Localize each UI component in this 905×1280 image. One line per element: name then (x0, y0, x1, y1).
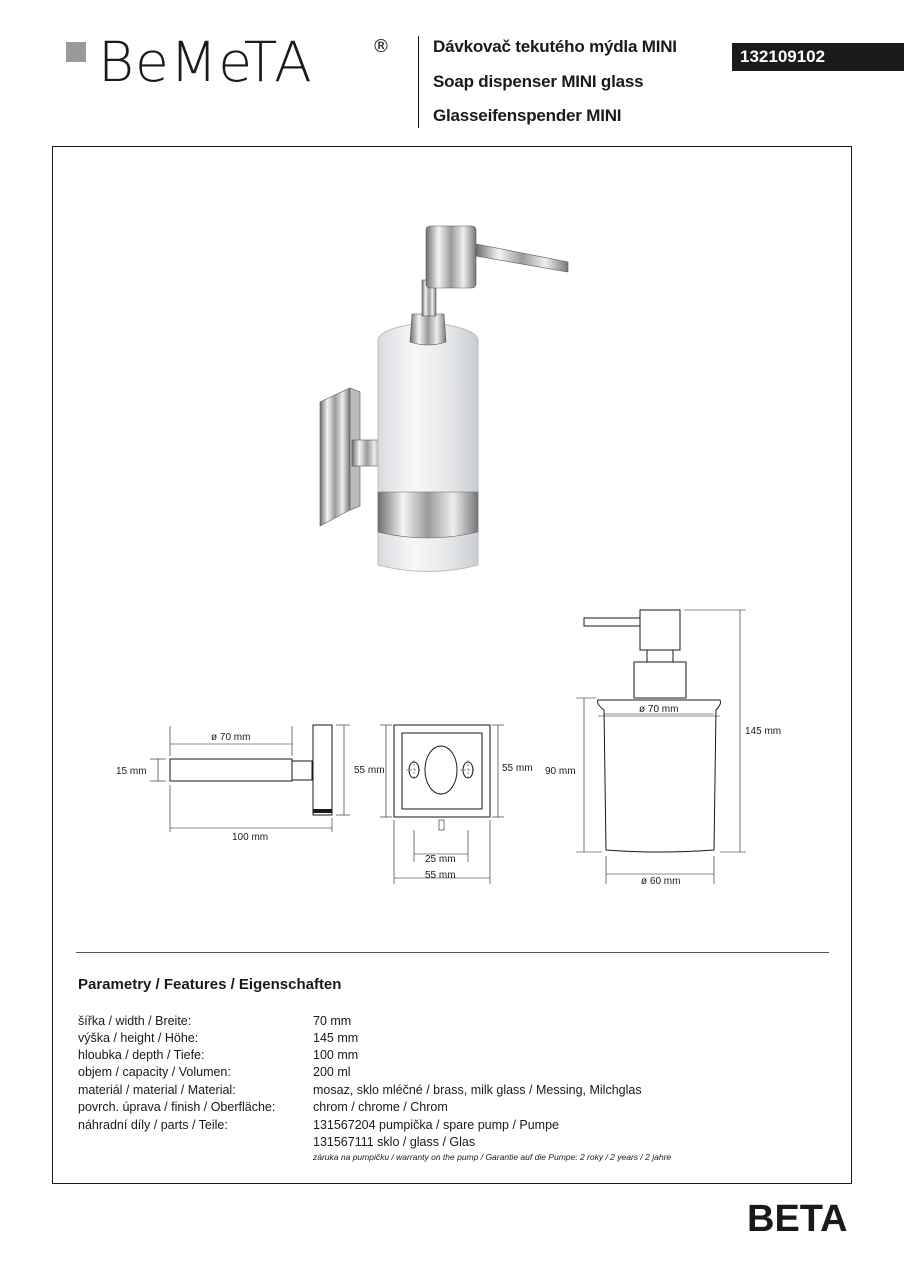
header-divider (418, 36, 419, 128)
front-glass-height-label: 90 mm (545, 766, 576, 777)
side-height-label: 55 mm (354, 765, 385, 776)
spec-value-height: 145 mm (313, 1031, 359, 1045)
front-total-height-label: 145 mm (745, 726, 782, 737)
pump-nozzle (476, 244, 568, 272)
section-divider (76, 952, 829, 953)
title-german: Glasseifenspender MINI (433, 106, 622, 125)
front-top-diameter-label: ø 70 mm (639, 704, 679, 715)
spec-label-material: materiál / material / Material: (78, 1083, 236, 1097)
logo-square-mark (66, 42, 86, 62)
spec-value-material: mosaz, sklo mléčné / brass, milk glass / Messing, Milchglas (313, 1083, 642, 1097)
front-view-drawing (576, 610, 746, 884)
front-bottom-diameter-label: ø 60 mm (641, 876, 681, 887)
side-diameter-label: ø 70 mm (211, 732, 251, 743)
side-depth-label: 100 mm (232, 832, 269, 843)
warranty-note: záruka na pumpičku / warranty on the pump / Garantie auf die Pumpe: 2 roky / 2 years / 2 jahre (313, 1152, 672, 1162)
plate-width-label: 55 mm (425, 870, 456, 881)
spec-value-parts-pump: 131567204 pumpička / spare pump / Pumpe (313, 1118, 559, 1132)
pump-head (426, 226, 476, 288)
spec-value-depth: 100 mm (313, 1048, 359, 1062)
plate-height-label: 55 mm (502, 763, 533, 774)
product-photo (300, 210, 590, 590)
title-czech: Dávkovač tekutého mýdla MINI (433, 37, 677, 56)
chrome-holder-ring (378, 492, 478, 538)
pump-collar (410, 314, 446, 345)
spec-value-width: 70 mm (313, 1014, 352, 1028)
side-thickness-label: 15 mm (116, 766, 147, 777)
spec-label-width: šířka / width / Breite: (78, 1014, 192, 1028)
registered-mark: ® (372, 36, 390, 57)
spec-label-height: výška / height / Höhe: (78, 1031, 199, 1045)
plate-spacing-label: 25 mm (425, 854, 456, 865)
brand-logo (66, 30, 396, 96)
spec-label-capacity: objem / capacity / Volumen: (78, 1065, 231, 1079)
title-english: Soap dispenser MINI glass (433, 72, 644, 91)
features-heading: Parametry / Features / Eigenschaften (78, 976, 342, 993)
spec-label-depth: hloubka / depth / Tiefe: (78, 1048, 205, 1062)
spec-value-capacity: 200 ml (313, 1065, 351, 1079)
series-name: BETA (747, 1198, 848, 1240)
technical-drawings (0, 600, 905, 900)
spec-label-parts: náhradní díly / parts / Teile: (78, 1118, 228, 1132)
brand-name: BeMeTA (98, 30, 313, 94)
spec-label-finish: povrch. úprava / finish / Oberfläche: (78, 1100, 276, 1114)
spec-value-parts-glass: 131567111 sklo / glass / Glas (313, 1135, 476, 1149)
spec-value-finish: chrom / chrome / Chrom (313, 1100, 448, 1114)
product-code-badge: 132109102 (732, 43, 904, 71)
